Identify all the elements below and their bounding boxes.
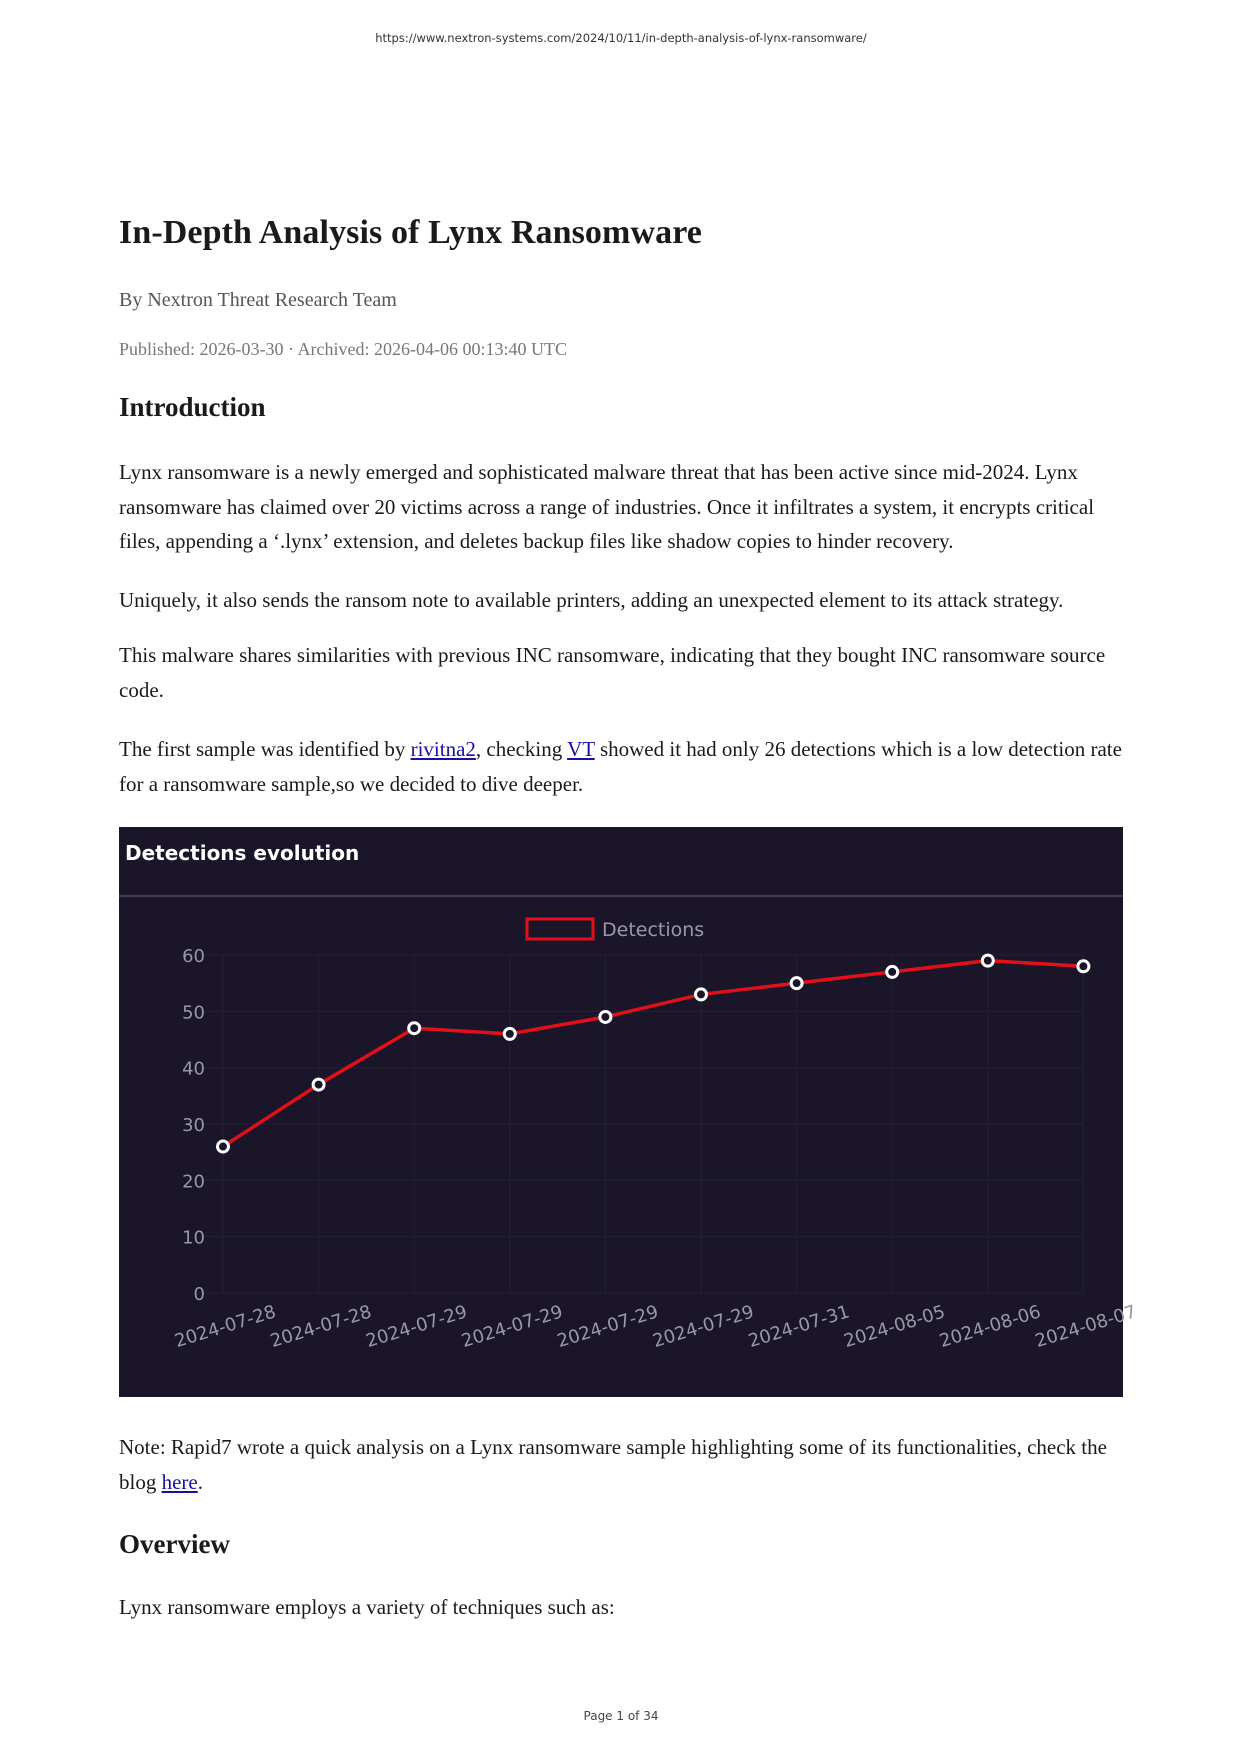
data-point <box>982 955 993 966</box>
series-line-detections <box>223 961 1083 1147</box>
x-tick-label: 2024-08-07 <box>1032 1301 1139 1353</box>
overview-paragraph-1: Lynx ransomware employs a variety of techniques such as: <box>119 1595 615 1619</box>
data-point <box>887 966 898 977</box>
intro-paragraph-2: Uniquely, it also sends the ransom note to available printers, adding an unexpected element to its attack strategy. <box>119 588 1064 612</box>
y-tick-label: 30 <box>182 1115 205 1136</box>
data-point <box>791 978 802 989</box>
page-number: Page 1 of 34 <box>583 1709 659 1723</box>
article-dates: Published: 2026-03-30 · Archived: 2026-04-06 00:13:40 UTC <box>119 339 567 359</box>
y-tick-label: 10 <box>182 1227 205 1249</box>
note-text-1: Note: Rapid7 wrote a quick analysis on a Lynx ransomware sample highlighting some of its functionalities, check the blog <box>119 1435 1107 1494</box>
intro-p4-text-3: showed it had only 26 detections which is a low detection rate for a ransomware sample,so we decided to dive deeper. <box>119 737 1122 796</box>
y-tick-label: 0 <box>193 1284 205 1305</box>
legend-label: Detections <box>602 919 705 941</box>
article-title: In-Depth Analysis of Lynx Ransomware <box>119 214 702 251</box>
x-tick-label: 2024-07-28 <box>172 1301 279 1353</box>
x-tick-label: 2024-07-28 <box>267 1301 375 1353</box>
x-tick-label: 2024-07-29 <box>554 1301 661 1353</box>
chart-title: Detections evolution <box>125 841 360 865</box>
data-point <box>218 1141 229 1152</box>
x-tick-label: 2024-07-29 <box>650 1301 757 1353</box>
y-tick-label: 60 <box>182 946 205 967</box>
article-byline: By Nextron Threat Research Team <box>119 289 397 311</box>
rivitna2-link[interactable]: rivitna2 <box>410 737 476 761</box>
y-tick-label: 20 <box>182 1171 205 1193</box>
data-point <box>1078 961 1089 972</box>
rapid7-blog-link[interactable]: here <box>161 1469 198 1494</box>
page-url: https://www.nextron-systems.com/2024/10/11/in-depth-analysis-of-lynx-ransomware/ <box>375 31 867 45</box>
overview-heading: Overview <box>119 1529 230 1559</box>
vt-link[interactable]: VT <box>567 737 595 761</box>
note-text-2: . <box>197 1469 203 1494</box>
intro-heading: Introduction <box>119 392 266 422</box>
x-tick-label: 2024-07-29 <box>363 1301 470 1353</box>
x-tick-label: 2024-08-05 <box>841 1301 948 1353</box>
data-point <box>600 1011 611 1022</box>
intro-p4-text-2: , checking <box>475 737 568 761</box>
intro-paragraph-3: This malware shares similarities with previous INC ransomware, indicating that they bought INC ransomware source code. <box>119 643 1106 702</box>
x-tick-label: 2024-08-06 <box>937 1301 1044 1353</box>
y-tick-label: 50 <box>182 1002 205 1024</box>
intro-paragraph-4 <box>119 732 1129 801</box>
y-tick-label: 40 <box>182 1058 205 1080</box>
intro-p4-text-1: The first sample was identified by <box>119 737 411 761</box>
chart-legend <box>527 919 704 941</box>
x-tick-label: 2024-07-31 <box>745 1301 853 1353</box>
data-point <box>313 1079 324 1090</box>
data-point <box>504 1028 515 1039</box>
detections-chart-svg <box>119 827 1139 1397</box>
chart-grid <box>199 955 1083 1293</box>
note-paragraph <box>119 1430 1129 1499</box>
data-point <box>696 989 707 1000</box>
intro-paragraph-1: Lynx ransomware is a newly emerged and sophisticated malware threat that has been active since mid-2024. Lynx ransomware has claimed over 20 victims across a range of industries. Once it infiltrates a system, it encrypts critical files, appending a ‘.lynx’ extension, and deletes backup files like shadow copies to hinder recovery. <box>119 460 1095 553</box>
chart-series <box>218 955 1089 1152</box>
data-point <box>409 1023 420 1034</box>
detections-chart <box>119 827 1139 1397</box>
x-tick-label: 2024-07-29 <box>459 1301 566 1353</box>
legend-swatch <box>527 919 593 939</box>
